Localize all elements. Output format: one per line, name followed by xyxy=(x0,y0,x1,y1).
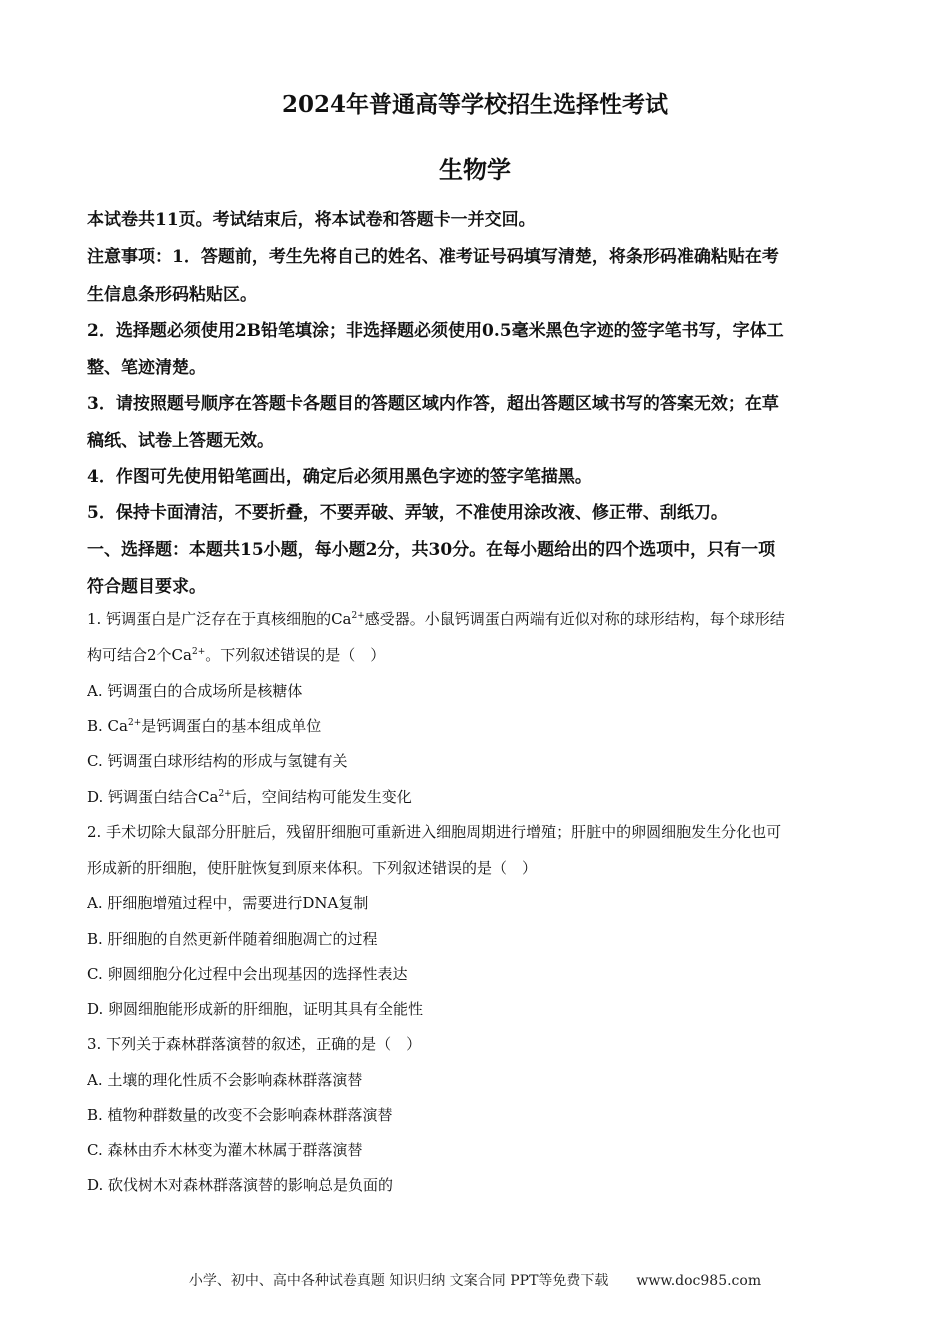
instruction-2-line-1: 2．选择题必须使用2B铅笔填涂；非选择题必须使用0.5毫米黑色字迹的签字笔书写，字体工 xyxy=(87,321,784,341)
q1-stem-text: 。下列叙述错误的是（ ） xyxy=(205,646,386,664)
instruction-5: 5．保持卡面清洁，不要折叠，不要弄破、弄皱，不准使用涂改液、修正带、刮纸刀。 xyxy=(87,503,728,523)
section-heading-line-1: 一、选择题：本题共15小题，每小题2分，共30分。在每小题给出的四个选项中，只有一项 xyxy=(87,540,776,560)
q3-option-a: A. 土壤的理化性质不会影响森林群落演替 xyxy=(87,1071,363,1089)
q2-option-b: B. 肝细胞的自然更新伴随着细胞凋亡的过程 xyxy=(87,930,378,948)
q3-option-c: C. 森林由乔木林变为灌木林属于群落演替 xyxy=(87,1141,363,1159)
q1-stem-text: 构可结合2个Ca xyxy=(87,646,192,664)
q1-stem-line-2 xyxy=(87,644,867,665)
page-footer: 小学、初中、高中各种试卷真题 知识归纳 文案合同 PPT等免费下载 www.doc985.com xyxy=(188,1273,762,1289)
instruction-3-line-1: 3．请按照题号顺序在答题卡各题目的答题区域内作答，超出答题区域书写的答案无效；在草 xyxy=(87,394,779,414)
q1-option-text: 后，空间结构可能发生变化 xyxy=(231,788,412,806)
q1-stem-text: 感受器。小鼠钙调蛋白两端有近似对称的球形结构，每个球形结 xyxy=(364,610,785,628)
instructions-intro: 本试卷共11页。考试结束后，将本试卷和答题卡一并交回。 xyxy=(87,210,536,230)
q3-stem: 3. 下列关于森林群落演替的叙述，正确的是（ ） xyxy=(87,1035,422,1053)
q1-option-a: A. 钙调蛋白的合成场所是核糖体 xyxy=(87,682,303,700)
instruction-2-line-2: 整、笔迹清楚。 xyxy=(87,358,206,378)
superscript: 2+ xyxy=(218,789,232,799)
q2-stem-line-1: 2. 手术切除大鼠部分肝脏后，残留肝细胞可重新进入细胞周期进行增殖；肝脏中的卵圆细胞发生分化也可 xyxy=(87,823,782,841)
q2-option-d: D. 卵圆细胞能形成新的肝细胞，证明其具有全能性 xyxy=(87,1000,424,1018)
q1-option-d xyxy=(87,786,867,807)
exam-title: 2024年普通高等学校招生选择性考试 xyxy=(281,91,668,118)
q2-stem-line-2: 形成新的肝细胞，使肝脏恢复到原来体积。下列叙述错误的是（ ） xyxy=(87,859,538,877)
superscript: 2+ xyxy=(351,611,365,621)
instruction-1-line-2: 生信息条形码粘贴区。 xyxy=(87,285,257,305)
q1-option-text: 是钙调蛋白的基本组成单位 xyxy=(141,717,322,735)
instruction-1-line-1: 注意事项：1．答题前，考生先将自己的姓名、准考证号码填写清楚，将条形码准确粘贴在考 xyxy=(87,247,779,267)
q3-option-d: D. 砍伐树木对森林群落演替的影响总是负面的 xyxy=(87,1176,394,1194)
q2-option-a: A. 肝细胞增殖过程中，需要进行DNA复制 xyxy=(87,894,369,912)
q1-stem-text: 1. 钙调蛋白是广泛存在于真核细胞的Ca xyxy=(87,610,352,628)
q3-option-b: B. 植物种群数量的改变不会影响森林群落演替 xyxy=(87,1106,393,1124)
instruction-4: 4．作图可先使用铅笔画出，确定后必须用黑色字迹的签字笔描黑。 xyxy=(87,467,592,487)
q1-option-b xyxy=(87,715,867,736)
q1-option-text: B. Ca xyxy=(87,717,128,735)
section-heading-line-2: 符合题目要求。 xyxy=(87,577,206,597)
subject-title: 生物学 xyxy=(439,155,511,184)
q2-option-c: C. 卵圆细胞分化过程中会出现基因的选择性表达 xyxy=(87,965,408,983)
superscript: 2+ xyxy=(127,718,142,728)
q1-option-text: D. 钙调蛋白结合Ca xyxy=(87,788,219,806)
instruction-3-line-2: 稿纸、试卷上答题无效。 xyxy=(87,431,274,451)
q1-stem-line-1 xyxy=(87,608,867,629)
q1-option-c: C. 钙调蛋白球形结构的形成与氢键有关 xyxy=(87,752,348,770)
superscript: 2+ xyxy=(191,647,206,657)
